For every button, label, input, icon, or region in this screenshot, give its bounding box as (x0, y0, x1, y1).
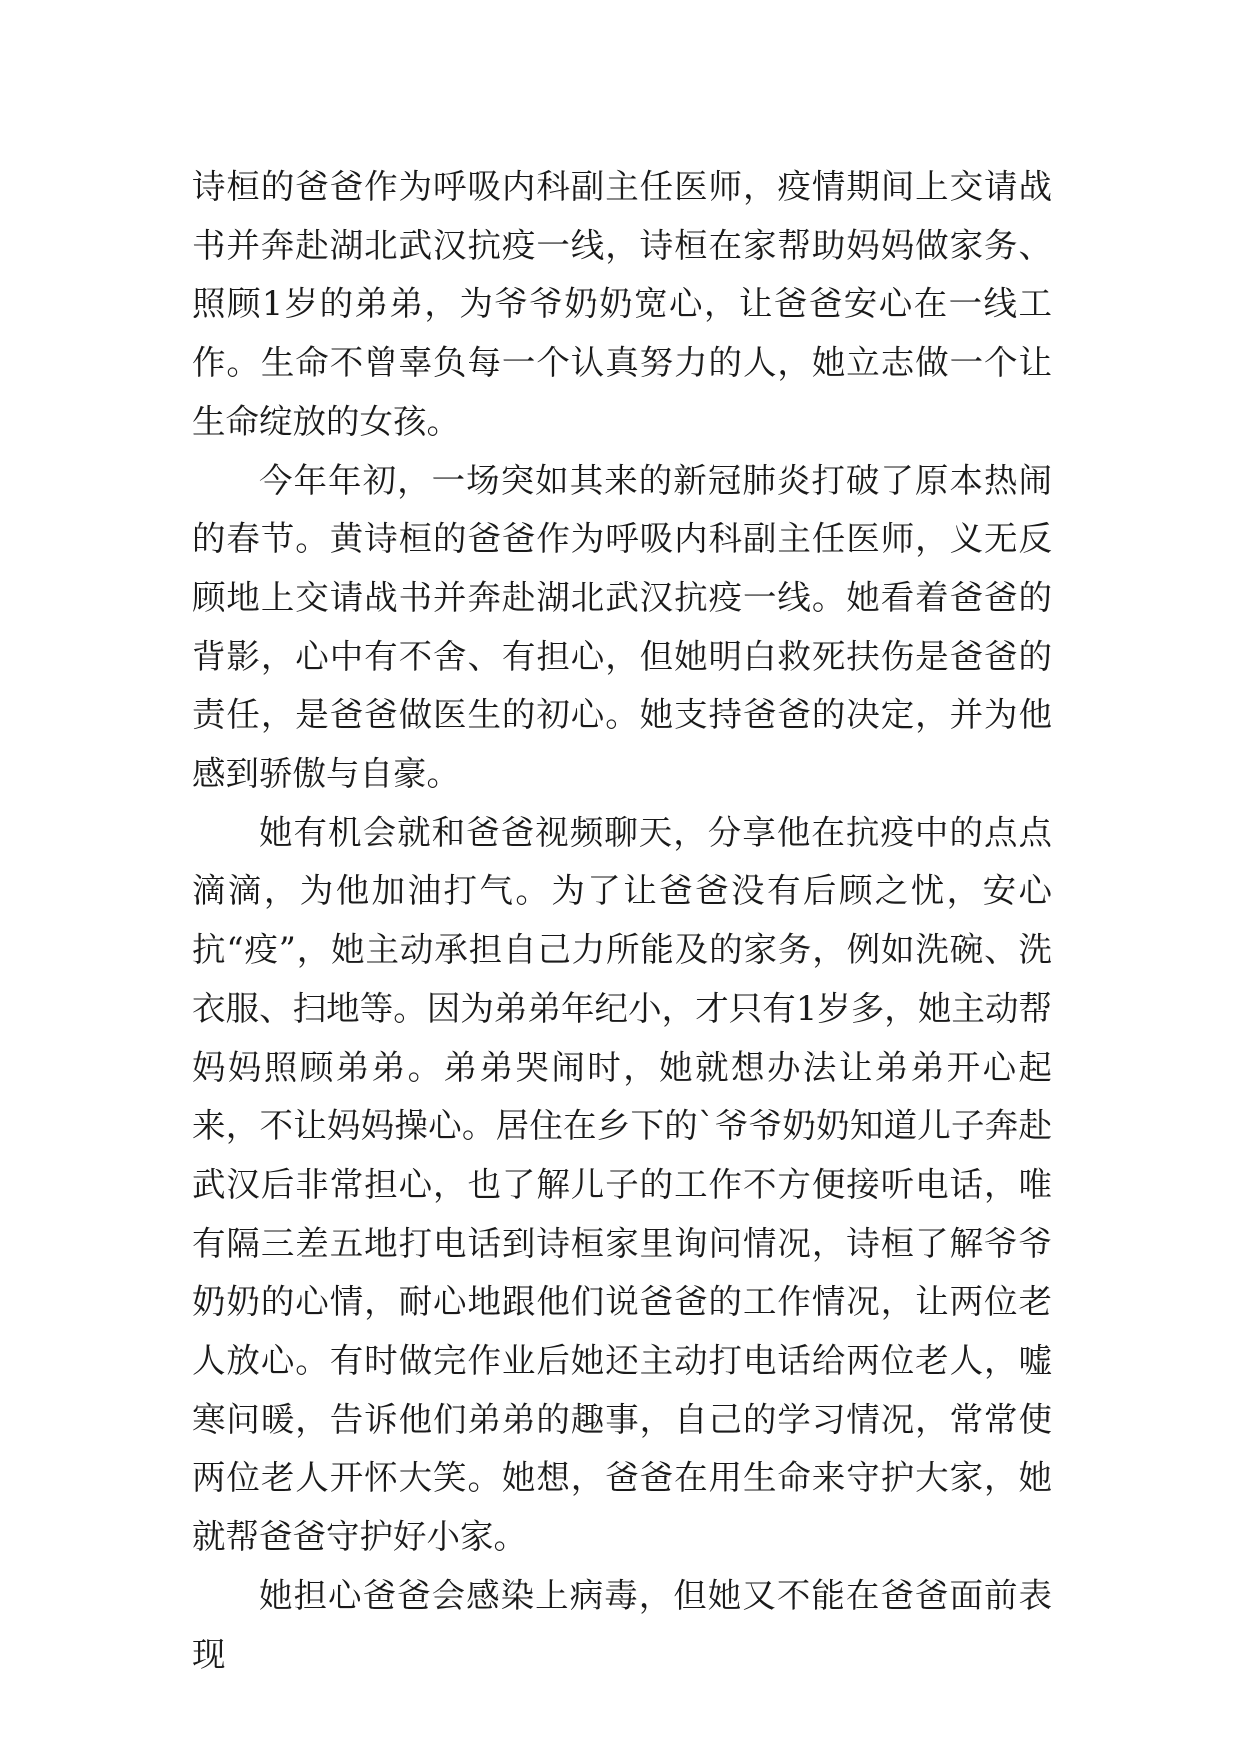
paragraph-1: 诗桓的爸爸作为呼吸内科副主任医师，疫情期间上交请战书并奔赴湖北武汉抗疫一线，诗桓在家帮助妈妈做家务、照顾1岁的弟弟，为爷爷奶奶宽心，让爸爸安心在一线工作。生命不曾辜负每一个认真努力的人，她立志做一个让生命绽放的女孩。 (192, 167, 1052, 441)
paragraph-4: 她担心爸爸会感染上病毒，但她又不能在爸爸面前表现 (192, 1575, 1052, 1674)
document-body (192, 158, 1052, 1684)
paragraph-2: 今年年初，一场突如其来的新冠肺炎打破了原本热闹的春节。黄诗桓的爸爸作为呼吸内科副主任医师，义无反顾地上交请战书并奔赴湖北武汉抗疫一线。她看着爸爸的背影，心中有不舍、有担心，但她明白救死扶伤是爸爸的责任，是爸爸做医生的初心。她支持爸爸的决定，并为他感到骄傲与自豪。 (192, 460, 1052, 794)
paragraph-3: 她有机会就和爸爸视频聊天，分享他在抗疫中的点点滴滴，为他加油打气。为了让爸爸没有后顾之忧，安心抗“疫”，她主动承担自己力所能及的家务，例如洗碗、洗衣服、扫地等。因为弟弟年纪小，才只有1岁多，她主动帮妈妈照顾弟弟。弟弟哭闹时，她就想办法让弟弟开心起来，不让妈妈操心。居住在乡下的`爷爷奶奶知道儿子奔赴武汉后非常担心，也了解儿子的工作不方便接听电话，唯有隔三差五地打电话到诗桓家里询问情况，诗桓了解爷爷奶奶的心情，耐心地跟他们说爸爸的工作情况，让两位老人放心。有时做完作业后她还主动打电话给两位老人，嘘寒问暖，告诉他们弟弟的趣事，自己的学习情况，常常使两位老人开怀大笑。她想，爸爸在用生命来守护大家，她就帮爸爸守护好小家。 (192, 812, 1052, 1557)
